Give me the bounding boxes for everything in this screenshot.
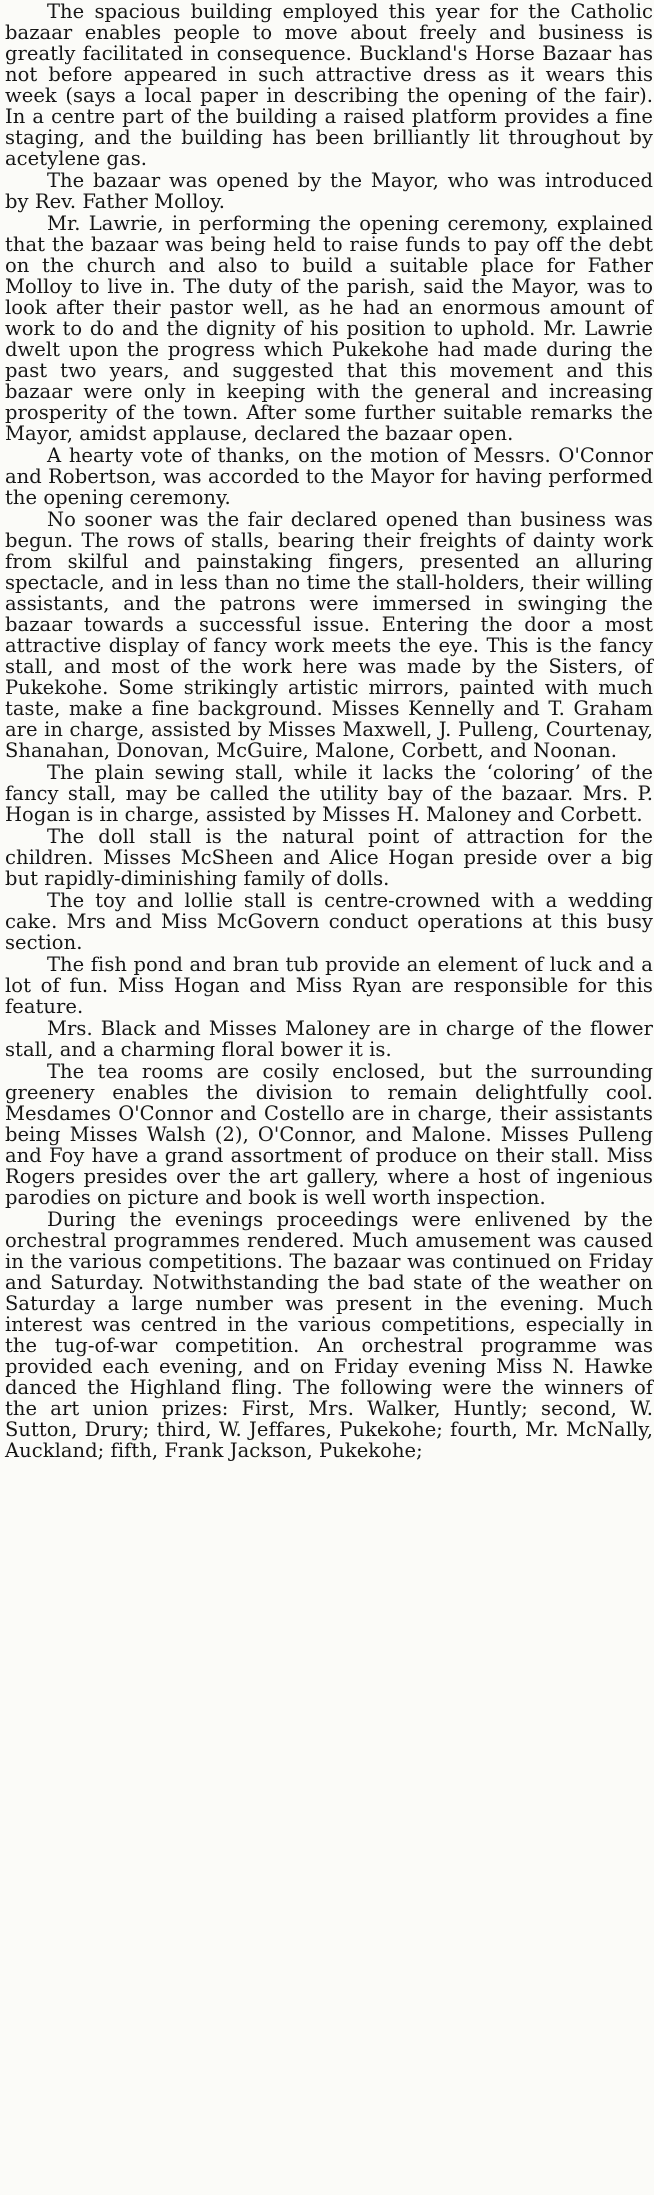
paragraph-fancy-stall: No sooner was the fair declared opened than business was begun. The rows of stalls, bearing their freights of dainty work from skilful and painstaking fingers, presented an alluring spectacle, and in less than no time the stall-holders, their willing assistants, and the patrons were immersed in swinging the bazaar towards a successful issue. Entering the door a most attractive display of fancy work meets the eye. This is the fancy stall, and most of the work here was made by the Sisters, of Pukekohe. Some strikingly artistic mirrors, painted with much taste, make a fine background. Misses Kennelly and T. Graham are in charge, assisted by Misses Maxwell, J. Pulleng, Courtenay, Shanahan, Donovan, McGuire, Malone, Corbett, and Noonan. [5, 508, 653, 762]
paragraph-vote-of-thanks: A hearty vote of thanks, on the motion of Messrs. O'Connor and Robertson, was accorded to the Mayor for having performed the opening ceremony. [5, 444, 653, 509]
paragraph-bazaar-opened: The bazaar was opened by the Mayor, who was introduced by Rev. Father Molloy. [5, 169, 653, 213]
paragraph-building-description: The spacious building employed this year for the Catholic bazaar enables people to move about freely and business is greatly facilitated in consequence. Buckland's Horse Bazaar has not before appeared in such attractive dress as it wears this week (says a local paper in describing the opening of the fair). In a centre part of the building a raised platform provides a fine staging, and the building has been brilliantly lit throughout by acetylene gas. [5, 0, 653, 170]
paragraph-plain-sewing-stall: The plain sewing stall, while it lacks the ‘coloring’ of the fancy stall, may be called the utility bay of the bazaar. Mrs. P. Hogan is in charge, assisted by Misses H. Maloney and Corbett. [5, 761, 653, 826]
paragraph-doll-stall: The doll stall is the natural point of attraction for the children. Misses McSheen and Alice Hogan preside over a big but rapidly-diminishing family of dolls. [5, 825, 653, 890]
paragraph-toy-lollie-stall: The toy and lollie stall is centre-crowned with a wedding cake. Mrs and Miss McGovern conduct operations at this busy section. [5, 889, 653, 954]
paragraph-evening-proceedings: During the evenings proceedings were enlivened by the orchestral programmes rendered. Much amusement was caused in the various competitions. The bazaar was continued on Friday and Saturday. Notwithstanding the bad state of the weather on Saturday a large number was present in the evening. Much interest was centred in the various competitions, especially in the tug-of-war competition. An orchestral programme was provided each evening, and on Friday evening Miss N. Hawke danced the Highland fling. The following were the winners of the art union prizes: First, Mrs. Walker, Huntly; second, W. Sutton, Drury; third, W. Jeffares, Pukekohe; fourth, Mr. McNally, Auckland; fifth, Frank Jackson, Pukekohe; [5, 1208, 653, 1462]
paragraph-flower-stall: Mrs. Black and Misses Maloney are in charge of the flower stall, and a charming floral bower it is. [5, 1017, 653, 1061]
paragraph-tea-rooms: The tea rooms are cosily enclosed, but the surrounding greenery enables the division to remain delightfully cool. Mesdames O'Connor and Costello are in charge, their assistants being Misses Walsh (2), O'Connor, and Malone. Misses Pulleng and Foy have a grand assortment of produce on their stall. Miss Rogers presides over the art gallery, where a host of ingenious parodies on picture and book is well worth inspection. [5, 1060, 653, 1209]
paragraph-fish-pond: The fish pond and bran tub provide an element of luck and a lot of fun. Miss Hogan and Miss Ryan are responsible for this feature. [5, 953, 653, 1018]
paragraph-opening-ceremony: Mr. Lawrie, in performing the opening ceremony, explained that the bazaar was being held to raise funds to pay off the debt on the church and also to build a suitable place for Father Molloy to live in. The duty of the parish, said the Mayor, was to look after their pastor well, as he had an enormous amount of work to do and the dignity of his position to uphold. Mr. Lawrie dwelt upon the progress which Pukekohe had made during the past two years, and suggested that this movement and this bazaar were only in keeping with the general and increasing prosperity of the town. After some further suitable remarks the Mayor, amidst applause, declared the bazaar open. [5, 212, 653, 445]
article-column [5, 1, 653, 1462]
